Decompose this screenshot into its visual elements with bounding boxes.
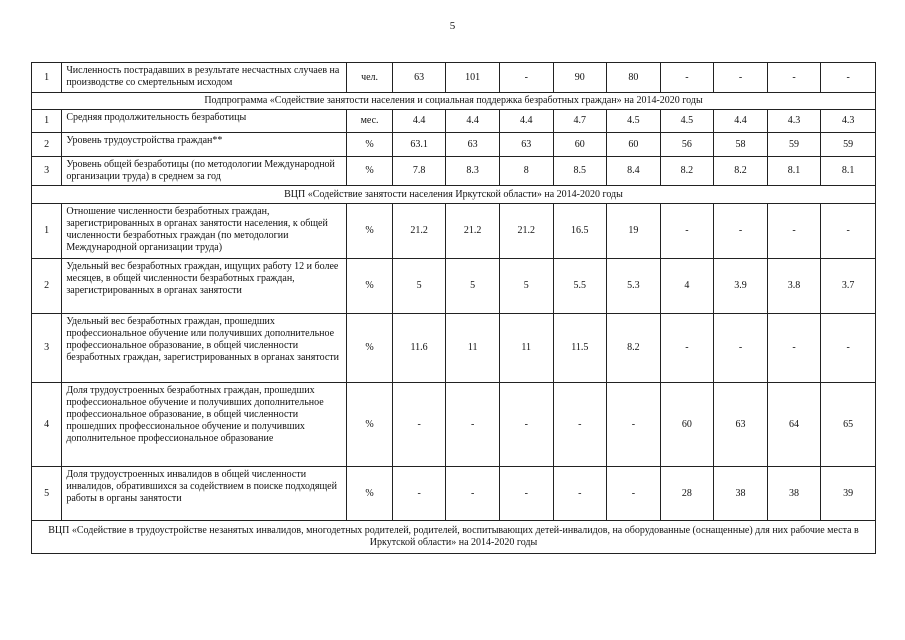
unit-cell: %: [347, 314, 392, 383]
section-title: ВЦП «Содействие занятости населения Иркутской области» на 2014-2020 годы: [32, 186, 876, 204]
value-cell: 19: [607, 204, 661, 259]
table-row: [32, 383, 876, 467]
row-number-cell: 1: [32, 110, 62, 133]
row-number-cell: 2: [32, 133, 62, 157]
value-cell: -: [392, 383, 446, 467]
value-cell: 5.5: [553, 259, 607, 314]
value-cell: 11.5: [553, 314, 607, 383]
value-cell: 64: [767, 383, 821, 467]
value-cell: 4.4: [499, 110, 553, 133]
value-cell: -: [553, 467, 607, 521]
indicator-name-cell: Доля трудоустроенных безработных граждан, прошедших профессиональное обучение и получивших дополнительное профессиональное образование, в общей численности прошедших профессиональное обучение и получивших дополнительное профессиональное образование: [62, 383, 347, 467]
value-cell: 63.1: [392, 133, 446, 157]
indicator-name-cell: Удельный вес безработных граждан, ищущих работу 12 и более месяцев, в общей численности безработных граждан, зарегистрированных в органах занятости: [62, 259, 347, 314]
value-cell: 38: [767, 467, 821, 521]
value-cell: -: [446, 383, 500, 467]
value-cell: -: [446, 467, 500, 521]
table-row: [32, 204, 876, 259]
value-cell: -: [767, 314, 821, 383]
value-cell: 80: [607, 63, 661, 93]
value-cell: 8.2: [660, 157, 714, 186]
value-cell: 21.2: [446, 204, 500, 259]
unit-cell: %: [347, 383, 392, 467]
unit-cell: мес.: [347, 110, 392, 133]
value-cell: -: [821, 204, 876, 259]
row-number-cell: 1: [32, 204, 62, 259]
value-cell: 4.4: [446, 110, 500, 133]
value-cell: 8.3: [446, 157, 500, 186]
indicator-name-cell: Доля трудоустроенных инвалидов в общей численности инвалидов, обратившихся за содействием в поиске подходящей работы в органы занятости: [62, 467, 347, 521]
section-title: Подпрограмма «Содействие занятости населения и социальная поддержка безработных граждан» на 2014-2020 годы: [32, 93, 876, 110]
value-cell: -: [607, 467, 661, 521]
value-cell: -: [607, 383, 661, 467]
value-cell: 5.3: [607, 259, 661, 314]
value-cell: 5: [499, 259, 553, 314]
value-cell: 90: [553, 63, 607, 93]
value-cell: 11.6: [392, 314, 446, 383]
value-cell: 4.4: [714, 110, 768, 133]
value-cell: -: [499, 63, 553, 93]
value-cell: 65: [821, 383, 876, 467]
table-row: [32, 110, 876, 133]
value-cell: 3.7: [821, 259, 876, 314]
value-cell: -: [714, 63, 768, 93]
value-cell: 21.2: [392, 204, 446, 259]
indicator-name-cell: Уровень трудоустройства граждан**: [62, 133, 347, 157]
value-cell: 8.5: [553, 157, 607, 186]
unit-cell: %: [347, 133, 392, 157]
value-cell: 4.5: [660, 110, 714, 133]
value-cell: 7.8: [392, 157, 446, 186]
value-cell: 8.4: [607, 157, 661, 186]
value-cell: -: [660, 204, 714, 259]
value-cell: -: [553, 383, 607, 467]
value-cell: 38: [714, 467, 768, 521]
value-cell: 60: [553, 133, 607, 157]
value-cell: -: [714, 204, 768, 259]
value-cell: 58: [714, 133, 768, 157]
section-header-row: [32, 93, 876, 110]
value-cell: 56: [660, 133, 714, 157]
value-cell: 3.8: [767, 259, 821, 314]
value-cell: 28: [660, 467, 714, 521]
value-cell: 39: [821, 467, 876, 521]
value-cell: 4.3: [767, 110, 821, 133]
row-number-cell: 4: [32, 383, 62, 467]
value-cell: 59: [821, 133, 876, 157]
row-number-cell: 2: [32, 259, 62, 314]
value-cell: -: [392, 467, 446, 521]
unit-cell: %: [347, 157, 392, 186]
value-cell: 60: [660, 383, 714, 467]
row-number-cell: 3: [32, 314, 62, 383]
indicator-name-cell: Средняя продолжительность безработицы: [62, 110, 347, 133]
value-cell: 4.4: [392, 110, 446, 133]
value-cell: -: [499, 467, 553, 521]
value-cell: 8.1: [821, 157, 876, 186]
value-cell: 4.3: [821, 110, 876, 133]
unit-cell: чел.: [347, 63, 392, 93]
section-title: ВЦП «Содействие в трудоустройстве незанятых инвалидов, многодетных родителей, родителей, воспитывающих детей-инвалидов, на оборудованные (оснащенные) для них рабочие места в Иркутской области» на 2014-2020 годы: [32, 521, 876, 554]
row-number-cell: 1: [32, 63, 62, 93]
value-cell: -: [821, 314, 876, 383]
value-cell: 60: [607, 133, 661, 157]
value-cell: -: [767, 204, 821, 259]
table-row: [32, 467, 876, 521]
unit-cell: %: [347, 204, 392, 259]
page-number: 5: [449, 20, 456, 32]
indicators-table: [31, 62, 876, 554]
indicator-name-cell: Численность пострадавших в результате несчастных случаев на производстве со смертельным исходом: [62, 63, 347, 93]
value-cell: 63: [446, 133, 500, 157]
value-cell: -: [660, 314, 714, 383]
unit-cell: %: [347, 467, 392, 521]
table-row: [32, 157, 876, 186]
value-cell: 4: [660, 259, 714, 314]
row-number-cell: 3: [32, 157, 62, 186]
value-cell: 4.5: [607, 110, 661, 133]
section-header-row: [32, 521, 876, 554]
indicator-name-cell: Уровень общей безработицы (по методологии Международной организации труда) в среднем за год: [62, 157, 347, 186]
table-row: [32, 314, 876, 383]
value-cell: 8.2: [607, 314, 661, 383]
indicator-name-cell: Отношение численности безработных граждан, зарегистрированных в органах занятости населения, к общей численности безработных граждан (по методологии Международной организации труда): [62, 204, 347, 259]
value-cell: 8.1: [767, 157, 821, 186]
table-row: [32, 259, 876, 314]
value-cell: 16.5: [553, 204, 607, 259]
value-cell: 11: [446, 314, 500, 383]
unit-cell: %: [347, 259, 392, 314]
value-cell: 8: [499, 157, 553, 186]
table-row: [32, 133, 876, 157]
value-cell: 5: [392, 259, 446, 314]
value-cell: 21.2: [499, 204, 553, 259]
value-cell: 5: [446, 259, 500, 314]
value-cell: -: [714, 314, 768, 383]
row-number-cell: 5: [32, 467, 62, 521]
value-cell: 59: [767, 133, 821, 157]
value-cell: 63: [499, 133, 553, 157]
value-cell: 8.2: [714, 157, 768, 186]
value-cell: -: [660, 63, 714, 93]
table-row: [32, 63, 876, 93]
value-cell: -: [499, 383, 553, 467]
value-cell: 101: [446, 63, 500, 93]
value-cell: -: [767, 63, 821, 93]
value-cell: 3.9: [714, 259, 768, 314]
value-cell: 11: [499, 314, 553, 383]
indicator-name-cell: Удельный вес безработных граждан, прошедших профессиональное обучение или получивших дополнительное профессиональное образование, в общей численности безработных граждан, зарегистрированных в органах занятости: [62, 314, 347, 383]
value-cell: 63: [392, 63, 446, 93]
value-cell: -: [821, 63, 876, 93]
section-header-row: [32, 186, 876, 204]
value-cell: 63: [714, 383, 768, 467]
value-cell: 4.7: [553, 110, 607, 133]
